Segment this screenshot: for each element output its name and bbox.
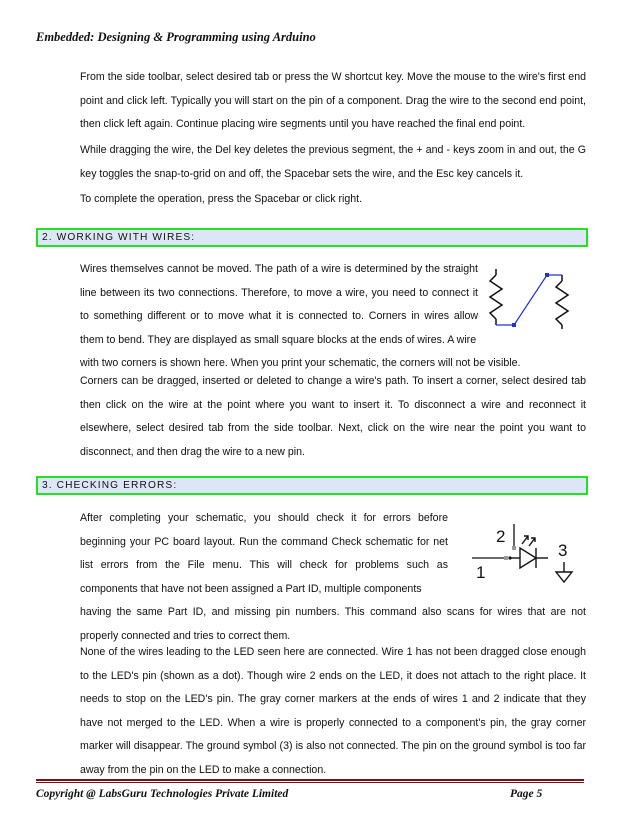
wire-corner-marker <box>512 546 516 550</box>
footer-rule-thin <box>36 782 584 783</box>
unconnected-led-figure <box>466 518 586 586</box>
paragraph-corners <box>80 370 586 464</box>
wire-corner-marker <box>512 323 516 327</box>
footer-page-number: Page 5 <box>510 788 543 800</box>
paragraph-text-wrapped: Wires themselves cannot be moved. The path of a wire is determined by the straight line between its two connections. Therefore, to move a wire, you need to connect it to something different or to move what it is connected to. Corners in wires allow them to bend. They are displayed as small square blocks at the ends of wires. A wire <box>80 263 478 346</box>
paragraph-wire-dragging-keys <box>80 139 586 186</box>
footer-copyright: Copyright @ LabsGuru Technologies Private Limited <box>36 788 289 800</box>
footer-rule-thick <box>36 779 584 781</box>
paragraph-led-not-connected <box>80 641 586 782</box>
section-heading-checking-errors <box>36 476 588 495</box>
wire-corner-marker <box>545 273 549 277</box>
paragraph-text-continued: with two corners is shown here. When you print your schematic, the corners will not be visible. <box>80 357 521 369</box>
section-heading-text: 2. WORKING WITH WIRES: <box>42 232 196 243</box>
paragraph-text: While dragging the wire, the Del key deletes the previous segment, the + and - keys zoom in and out, the G key toggles the snap-to-grid on and off, the Spacebar sets the wire, and the Esc key cancels it. <box>80 144 586 180</box>
resistor-left-icon <box>490 269 502 325</box>
led-pin-dot <box>508 556 511 559</box>
wire-corner-marker <box>504 556 508 560</box>
section-heading-working-with-wires <box>36 228 588 247</box>
section-heading-text: 3. CHECKING ERRORS: <box>42 480 178 491</box>
page-header-title: Embedded: Designing & Programming using Arduino <box>36 30 316 44</box>
wire-with-corners-figure <box>484 265 584 345</box>
label-wire-2: 2 <box>496 527 506 546</box>
paragraph-text-continued: having the same Part ID, and missing pin numbers. This command also scans for wires that are not properly connected and tries to correct them. <box>80 606 586 642</box>
ground-symbol-icon <box>556 562 572 582</box>
resistor-right-icon <box>556 275 568 329</box>
paragraph-complete-operation <box>80 188 586 212</box>
paragraph-wire-placing <box>80 66 586 137</box>
label-wire-1: 1 <box>476 563 486 582</box>
paragraph-text: To complete the operation, press the Spacebar or click right. <box>80 193 363 205</box>
wire-path <box>496 275 562 325</box>
label-ground: 3 <box>558 541 568 560</box>
paragraph-text: Corners can be dragged, inserted or deleted to change a wire's path. To insert a corner, select desired tab then click on the wire at the point where you want to insert it. To disconnect a wire and reconnect it elsewhere, select desired tab from the side toolbar. Next, click on the wire near the point you want to disconnect, and then drag the wire to a new pin. <box>80 375 586 458</box>
led-icon <box>510 536 548 568</box>
paragraph-text: None of the wires leading to the LED seen here are connected. Wire 1 has not been dragged close enough to the LED's pin (shown as a dot). Though wire 2 ends on the LED, it does not attach to the right place. It needs to stop on the LED's pin. The gray corner markers at the ends of wires 1 and 2 indicate that they have not merged to the LED. When a wire is properly connected to a component's pin, the gray corner marker will disappear. The ground symbol (3) is also not connected. The pin on the ground symbol is too far away from the pin on the LED to make a connection. <box>80 646 586 776</box>
paragraph-text-wrapped: After completing your schematic, you should check it for errors before beginning your PC board layout. Run the command Check schematic for net list errors from the File menu. This will check for problems such as components that have not been assigned a Part ID, multiple components <box>80 512 448 595</box>
paragraph-text: From the side toolbar, select desired tab or press the W shortcut key. Move the mouse to the wire's first end point and click left. Typically you will start on the pin of a component. Drag the wire to the second end point, then click left again. Continue placing wire segments until you have reached the final end point. <box>80 71 586 130</box>
